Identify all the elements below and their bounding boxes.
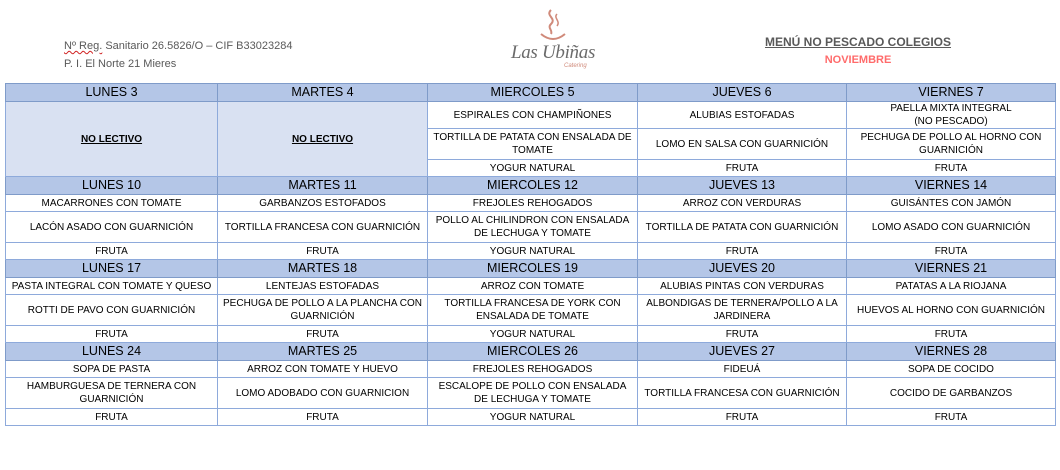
dish-cell: ESPIRALES CON CHAMPIÑONES: [428, 102, 638, 129]
dish-cell: SOPA DE COCIDO: [847, 361, 1056, 378]
dish-cell: TORTILLA DE PATATA CON GUARNICIÓN: [638, 212, 847, 243]
dish-cell: TORTILLA FRANCESA CON GUARNICIÓN: [638, 378, 847, 409]
day-header: MIERCOLES 26: [428, 343, 638, 361]
dish-cell: TORTILLA FRANCESA DE YORK CON ENSALADA DE TOMATE: [428, 295, 638, 326]
day-header: JUEVES 27: [638, 343, 847, 361]
dessert-cell: FRUTA: [218, 326, 428, 343]
no-lectivo-cell: NO LECTIVO: [218, 102, 428, 177]
dish-cell: LOMO ADOBADO CON GUARNICION: [218, 378, 428, 409]
menu-row-dessert: [6, 326, 1056, 343]
dish-cell: ARROZ CON TOMATE: [428, 278, 638, 295]
dish-cell: ALUBIAS ESTOFADAS: [638, 102, 847, 129]
dessert-cell: YOGUR NATURAL: [428, 326, 638, 343]
dessert-cell: YOGUR NATURAL: [428, 160, 638, 177]
dessert-cell: FRUTA: [218, 243, 428, 260]
menu-row-dessert: [6, 243, 1056, 260]
logo-name: Las Ubiñas: [510, 42, 596, 63]
dessert-cell: YOGUR NATURAL: [428, 409, 638, 426]
company-logo: [508, 8, 598, 74]
dessert-cell: FRUTA: [638, 243, 847, 260]
day-header: JUEVES 13: [638, 177, 847, 195]
dish-cell: HAMBURGUESA DE TERNERA CON GUARNICIÓN: [6, 378, 218, 409]
menu-row-second: [6, 295, 1056, 326]
day-header: VIERNES 7: [847, 84, 1056, 102]
dish-cell: SOPA DE PASTA: [6, 361, 218, 378]
dish-cell: ALUBIAS PINTAS CON VERDURAS: [638, 278, 847, 295]
day-header: LUNES 17: [6, 260, 218, 278]
dessert-cell: FRUTA: [218, 409, 428, 426]
dish-cell: LOMO EN SALSA CON GUARNICIÓN: [638, 129, 847, 160]
dessert-cell: FRUTA: [6, 326, 218, 343]
menu-row-dessert: [6, 409, 1056, 426]
week-header-row: [6, 260, 1056, 278]
dish-cell: LENTEJAS ESTOFADAS: [218, 278, 428, 295]
reg-label: Nº Reg.: [64, 40, 103, 52]
dessert-cell: YOGUR NATURAL: [428, 243, 638, 260]
dessert-cell: FRUTA: [638, 326, 847, 343]
dish-cell: LOMO ASADO CON GUARNICIÓN: [847, 212, 1056, 243]
menu-row-second: [6, 378, 1056, 409]
week-header-row: [6, 343, 1056, 361]
dessert-cell: FRUTA: [847, 160, 1056, 177]
dish-cell: ARROZ CON VERDURAS: [638, 195, 847, 212]
day-header: LUNES 24: [6, 343, 218, 361]
dish-cell: TORTILLA DE PATATA CON ENSALADA DE TOMATE: [428, 129, 638, 160]
dessert-cell: FRUTA: [847, 409, 1056, 426]
dish-cell: COCIDO DE GARBANZOS: [847, 378, 1056, 409]
dish-cell: FIDEUÁ: [638, 361, 847, 378]
menu-row-first: [6, 195, 1056, 212]
dish-cell: PASTA INTEGRAL CON TOMATE Y QUESO: [6, 278, 218, 295]
dessert-cell: FRUTA: [847, 326, 1056, 343]
company-address: P. I. El Norte 21 Mieres: [64, 58, 177, 70]
day-header: VIERNES 21: [847, 260, 1056, 278]
dish-cell: PATATAS A LA RIOJANA: [847, 278, 1056, 295]
day-header: MIERCOLES 12: [428, 177, 638, 195]
dish-cell: TORTILLA FRANCESA CON GUARNICIÓN: [218, 212, 428, 243]
day-header: LUNES 10: [6, 177, 218, 195]
dish-cell: MACARRONES CON TOMATE: [6, 195, 218, 212]
dish-cell: PECHUGA DE POLLO A LA PLANCHA CON GUARNICIÓN: [218, 295, 428, 326]
menu-row-second: [6, 212, 1056, 243]
dish-cell: FREJOLES REHOGADOS: [428, 361, 638, 378]
reg-detail: Sanitario 26.5826/O – CIF B33023284: [105, 40, 293, 52]
dessert-cell: FRUTA: [6, 409, 218, 426]
day-header: MIERCOLES 5: [428, 84, 638, 102]
document-title-text: MENÚ NO PESCADO COLEGIOS: [764, 35, 952, 49]
day-header: VIERNES 14: [847, 177, 1056, 195]
day-header: JUEVES 6: [638, 84, 847, 102]
week-header-row: [6, 177, 1056, 195]
dish-cell: LACÓN ASADO CON GUARNICIÓN: [6, 212, 218, 243]
day-header: MARTES 18: [218, 260, 428, 278]
dish-cell: FREJOLES REHOGADOS: [428, 195, 638, 212]
steaming-cup-icon: [535, 8, 571, 44]
document-title: [734, 35, 982, 49]
dessert-cell: FRUTA: [847, 243, 1056, 260]
day-header: MARTES 11: [218, 177, 428, 195]
dish-cell: HUEVOS AL HORNO CON GUARNICIÓN: [847, 295, 1056, 326]
registration-line: [64, 37, 292, 55]
dish-cell: ROTTI DE PAVO CON GUARNICIÓN: [6, 295, 218, 326]
dish-cell: ALBONDIGAS DE TERNERA/POLLO A LA JARDINERA: [638, 295, 847, 326]
day-header: VIERNES 28: [847, 343, 1056, 361]
dish-cell: PECHUGA DE POLLO AL HORNO CON GUARNICIÓN: [847, 129, 1056, 160]
dish-cell: GARBANZOS ESTOFADOS: [218, 195, 428, 212]
dish-cell: PAELLA MIXTA INTEGRAL (NO PESCADO): [847, 102, 1056, 129]
company-registration: [64, 37, 292, 73]
dish-cell: ESCALOPE DE POLLO CON ENSALADA DE LECHUGA Y TOMATE: [428, 378, 638, 409]
day-header: MARTES 4: [218, 84, 428, 102]
menu-row-first: [6, 102, 1056, 129]
document-month: NOVIEMBRE: [824, 54, 892, 66]
day-header: LUNES 3: [6, 84, 218, 102]
menu-row-first: [6, 278, 1056, 295]
logo-subtitle: Catering: [564, 63, 587, 69]
dish-cell: GUISÁNTES CON JAMÓN: [847, 195, 1056, 212]
dessert-cell: FRUTA: [638, 409, 847, 426]
dish-cell: ARROZ CON TOMATE Y HUEVO: [218, 361, 428, 378]
dessert-cell: FRUTA: [638, 160, 847, 177]
menu-table: [5, 83, 1056, 426]
dish-cell: POLLO AL CHILINDRON CON ENSALADA DE LECHUGA Y TOMATE: [428, 212, 638, 243]
day-header: MIERCOLES 19: [428, 260, 638, 278]
dessert-cell: FRUTA: [6, 243, 218, 260]
day-header: MARTES 25: [218, 343, 428, 361]
menu-row-first: [6, 361, 1056, 378]
day-header: JUEVES 20: [638, 260, 847, 278]
no-lectivo-cell: NO LECTIVO: [6, 102, 218, 177]
week-header-row: [6, 84, 1056, 102]
